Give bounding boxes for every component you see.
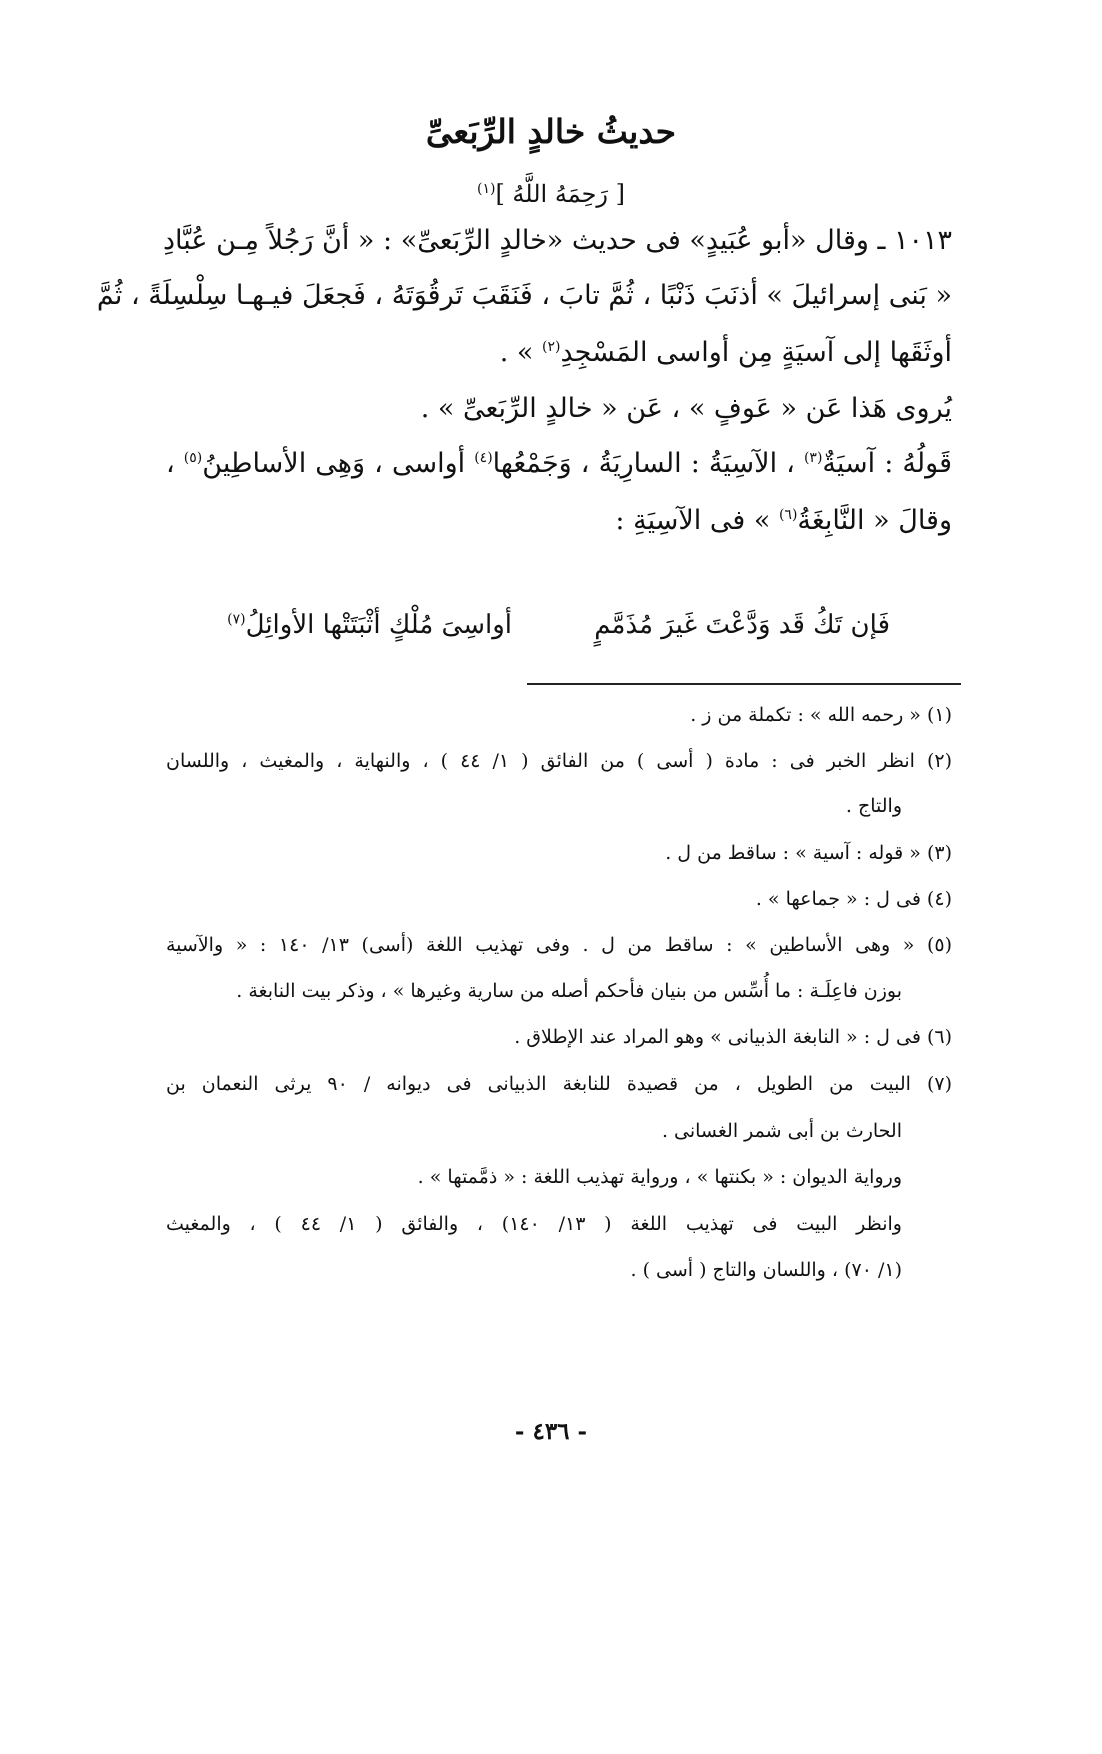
page-subtitle	[0, 180, 1102, 208]
footnote-separator	[527, 683, 961, 685]
footnote-marker-2: (٢)	[542, 339, 561, 355]
footnote-marker-4: (٤)	[474, 450, 493, 466]
footnote-marker-1: (١)	[476, 181, 496, 197]
verse-hemistich-2	[227, 610, 512, 640]
footnote-marker-7: (٧)	[227, 611, 246, 628]
footnote-marker-6: (٦)	[778, 507, 798, 523]
body-line-3-text: أوثَقَها إلى آسيَةٍ مِن أواسى المَسْجِدِ	[560, 337, 952, 368]
body-line-2: « بَنى إسرائيلَ » أذنَبَ ذَنْبًا ، ثُمَّ تابَ ، فَنَقَبَ تَرقُوَتَهُ ، فَجعَلَ فيـهـا سِلْسِلَةً ، ثُمَّ	[96, 280, 952, 311]
subtitle-text: [ رَحِمَهُ اللَّهُ ]	[495, 180, 626, 208]
footnote-4: (٤) فى ل : « جماعها » .	[755, 888, 952, 910]
footnote-7-line-2: الحارث بن أبى شمر الغسانى .	[661, 1120, 902, 1142]
footnote-2-line-2: والتاج .	[845, 795, 902, 817]
body-line-5-b: ، الآسِيَةُ : السارِيَةُ ، وَجَمْعُها	[492, 448, 804, 479]
body-line-5-a: قَولُهُ : آسيَةٌ	[822, 448, 952, 479]
body-line-1: ١٠١٣ ـ وقال «أبو عُبَيدٍ» فى حديث «خالدٍ الرِّبَعىِّ» : « أنَّ رَجُلاً مِـن عُبَّادِ	[163, 225, 952, 256]
footnote-2-line-1: (٢) انظر الخبر فى : مادة ( أسى ) من الفائق ( ١/ ٤٤ ) ، والنهاية ، والمغيث ، واللسان	[166, 750, 952, 772]
body-line-3-end: » .	[499, 337, 543, 368]
body-line-5	[166, 448, 952, 479]
footnote-7-line-3: ورواية الديوان : « بكنتها » ، ورواية تهذيب اللغة : « ذمَّمتها » .	[417, 1166, 902, 1188]
footnote-3: (٣) « قوله : آسية » : ساقط من ل .	[665, 842, 952, 864]
footnote-7-line-4: وانظر البيت فى تهذيب اللغة ( ١٣/ ١٤٠) ، والفائق ( ١/ ٤٤ ) ، والمغيث	[166, 1213, 902, 1235]
verse-hemistich-1: فَإن تَكُ قَد وَدَّعْتَ غَيرَ مُذَمَّمٍ	[594, 610, 890, 640]
footnote-7-line-1: (٧) البيت من الطويل ، من قصيدة للنابغة الذبيانى فى ديوانه / ٩٠ يرثى النعمان بن	[166, 1073, 952, 1095]
body-line-5-d: ،	[166, 448, 184, 479]
body-line-6-a: وقالَ « النَّابِغَةُ	[797, 505, 952, 536]
body-line-3	[500, 337, 952, 368]
body-line-5-c: أواسى ، وَهِى الأساطِينُ	[202, 448, 475, 479]
footnote-6: (٦) فى ل : « النابغة الذبيانى » وهو المراد عند الإطلاق .	[514, 1026, 952, 1048]
body-line-4: يُروى هَذا عَن « عَوفٍ » ، عَن « خالدٍ الرِّبَعىِّ » .	[420, 393, 952, 424]
footnote-5-line-2: بوزن فاعِلَـة : ما أُسِّس من بنيان فأحكم أصله من سارية وغيرها » ، وذكر بيت النابغة .	[236, 980, 902, 1002]
body-line-6	[615, 505, 952, 536]
footnote-1: (١) « رحمه الله » : تكملة من ز .	[690, 704, 952, 726]
page-title: حديثُ خالدٍ الرِّبَعىِّ	[425, 112, 677, 151]
page-number: - ٤٣٦ -	[514, 1418, 588, 1445]
body-line-6-b: » فى الآسِيَةِ :	[615, 505, 779, 536]
footnote-marker-3: (٣)	[803, 450, 823, 466]
verse-hemistich-2-text: أواسِىَ مُلْكٍ أثْبَتَتْها الأوائِلُ	[245, 610, 512, 640]
footnote-marker-5: (٥)	[183, 450, 203, 466]
footnote-7-line-5: (١/ ٧٠) ، واللسان والتاج ( أسى ) .	[630, 1259, 902, 1281]
footnote-5-line-1: (٥) « وهى الأساطين » : ساقط من ل . وفى تهذيب اللغة (أسى) ١٣/ ١٤٠ : « والآسية	[166, 934, 952, 956]
